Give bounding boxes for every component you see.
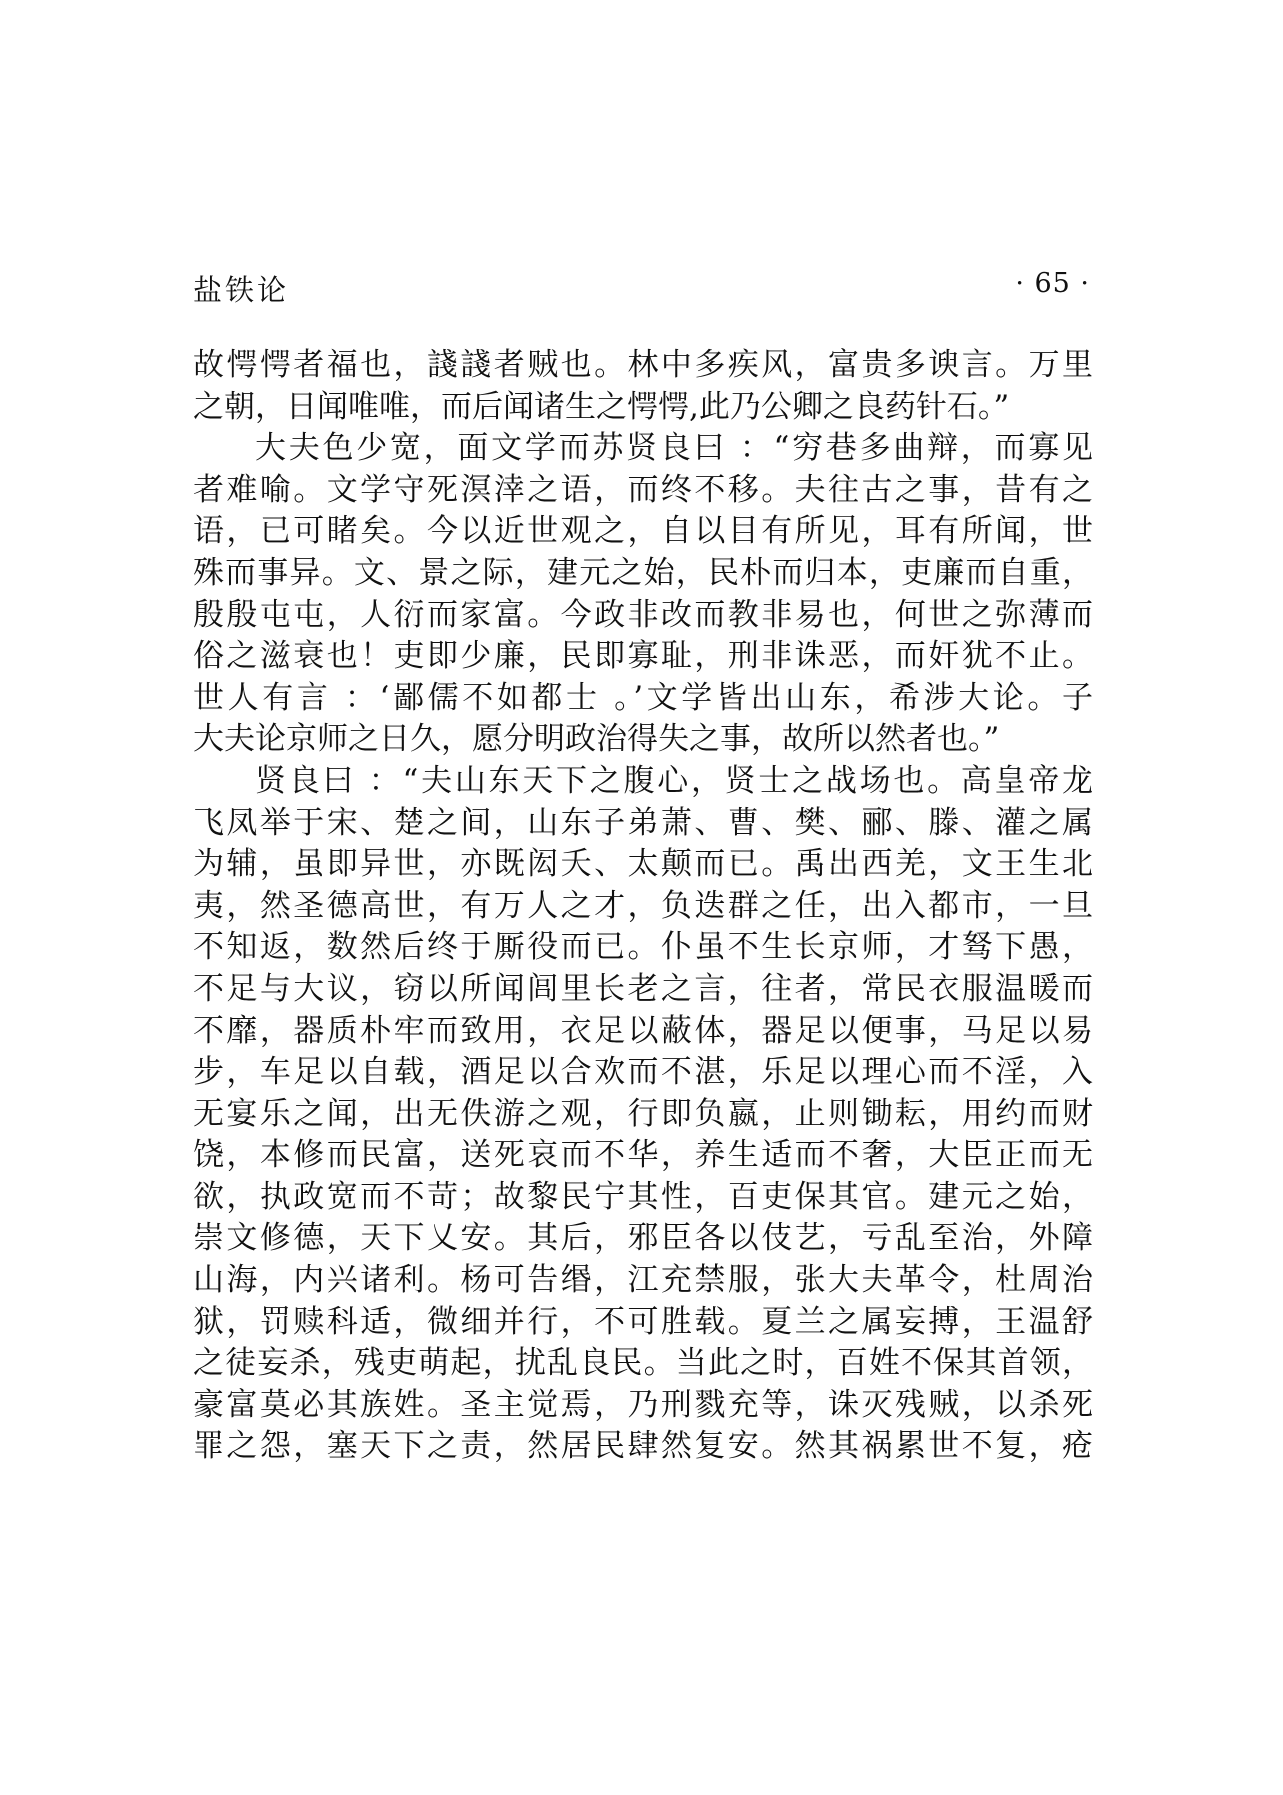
text-line: 崇文修德，天下乂安。其后，邪臣各以伎艺，亏乱至治，外障 bbox=[193, 1220, 1093, 1257]
text-line: 殊而事异。文、景之际，建元之始，民朴而归本，吏廉而自重， bbox=[193, 554, 1093, 591]
text-line: 不足与大议，窃以所闻闾里长老之言，往者，常民衣服温暖而 bbox=[193, 970, 1093, 1007]
text-line: 山海，内兴诸利。杨可告缗，江充禁服，张大夫革令，杜周治 bbox=[193, 1262, 1093, 1299]
text-line: 飞凤举于宋、楚之间，山东子弟萧、曹、樊、郦、滕、灌之属 bbox=[193, 804, 1093, 841]
text-line: 殷殷屯屯，人衍而家富。今政非改而教非易也，何世之弥薄而 bbox=[193, 596, 1093, 633]
text-line: 为辅，虽即异世，亦既闳夭、太颠而已。禹出西羌，文王生北 bbox=[193, 846, 1093, 883]
text-line: 语，已可睹矣。今以近世观之，自以目有所见，耳有所闻，世 bbox=[193, 513, 1093, 550]
text-line: 步，车足以自载，酒足以合欢而不湛，乐足以理心而不淫，入 bbox=[193, 1054, 1093, 1091]
text-line: 欲，执政宽而不苛；故黎民宁其性，百吏保其官。建元之始， bbox=[193, 1178, 1093, 1215]
text-line: 狱，罚赎科适，微细并行，不可胜载。夏兰之属妄搏，王温舒 bbox=[193, 1303, 1093, 1340]
text-line: 不靡，器质朴牢而致用，衣足以蔽体，器足以便事，马足以易 bbox=[193, 1012, 1093, 1049]
text-line: 者难喻。文学守死溟涬之语，而终不移。夫往古之事，昔有之 bbox=[193, 471, 1093, 508]
running-head-title: 盐铁论 bbox=[193, 273, 290, 307]
body-text bbox=[193, 345, 1093, 1545]
text-line: 世人有言 ：‘鄙儒不如都士 。’文学皆出山东，希涉大论。子 bbox=[193, 679, 1093, 716]
text-line: 豪富莫必其族姓。圣主觉焉，乃刑戮充等，诛灭残贼，以杀死 bbox=[193, 1386, 1093, 1423]
text-line: 饶，本修而民富，送死哀而不华，养生适而不奢，大臣正而无 bbox=[193, 1137, 1093, 1174]
text-line: 大夫论京师之日久，愿分明政治得失之事，故所以然者也。” bbox=[193, 721, 1000, 758]
text-line: 大夫色少宽，面文学而苏贤良曰 ：“穷巷多曲辩，而寡见 bbox=[255, 430, 1093, 467]
page-header bbox=[193, 262, 1090, 312]
page-number: · 65 · bbox=[1015, 268, 1090, 299]
text-line: 夷，然圣德高世，有万人之才，负迭群之任，出入都市，一旦 bbox=[193, 887, 1093, 924]
text-line: 贤良曰 ：“夫山东天下之腹心，贤士之战场也。高皇帝龙 bbox=[255, 762, 1093, 799]
text-line: 俗之滋衰也！吏即少廉，民即寡耻，刑非诛恶，而奸犹不止。 bbox=[193, 638, 1093, 675]
text-line: 罪之怨，塞天下之责，然居民肆然复安。然其祸累世不复，疮 bbox=[193, 1428, 1093, 1465]
text-line: 无宴乐之闻，出无佚游之观，行即负嬴，止则锄耘，用约而财 bbox=[193, 1095, 1093, 1132]
text-line: 不知返，数然后终于厮役而已。仆虽不生长京师，才驽下愚， bbox=[193, 929, 1093, 966]
text-line: 故愕愕者福也，諓諓者贼也。林中多疾风，富贵多谀言。万里 bbox=[193, 347, 1093, 383]
text-line: 之朝，日闻唯唯，而后闻诸生之愕愕,此乃公卿之良药针石。” bbox=[193, 388, 1010, 425]
text-line: 之徒妄杀，残吏萌起，扰乱良民。当此之时，百姓不保其首领， bbox=[193, 1345, 1093, 1382]
